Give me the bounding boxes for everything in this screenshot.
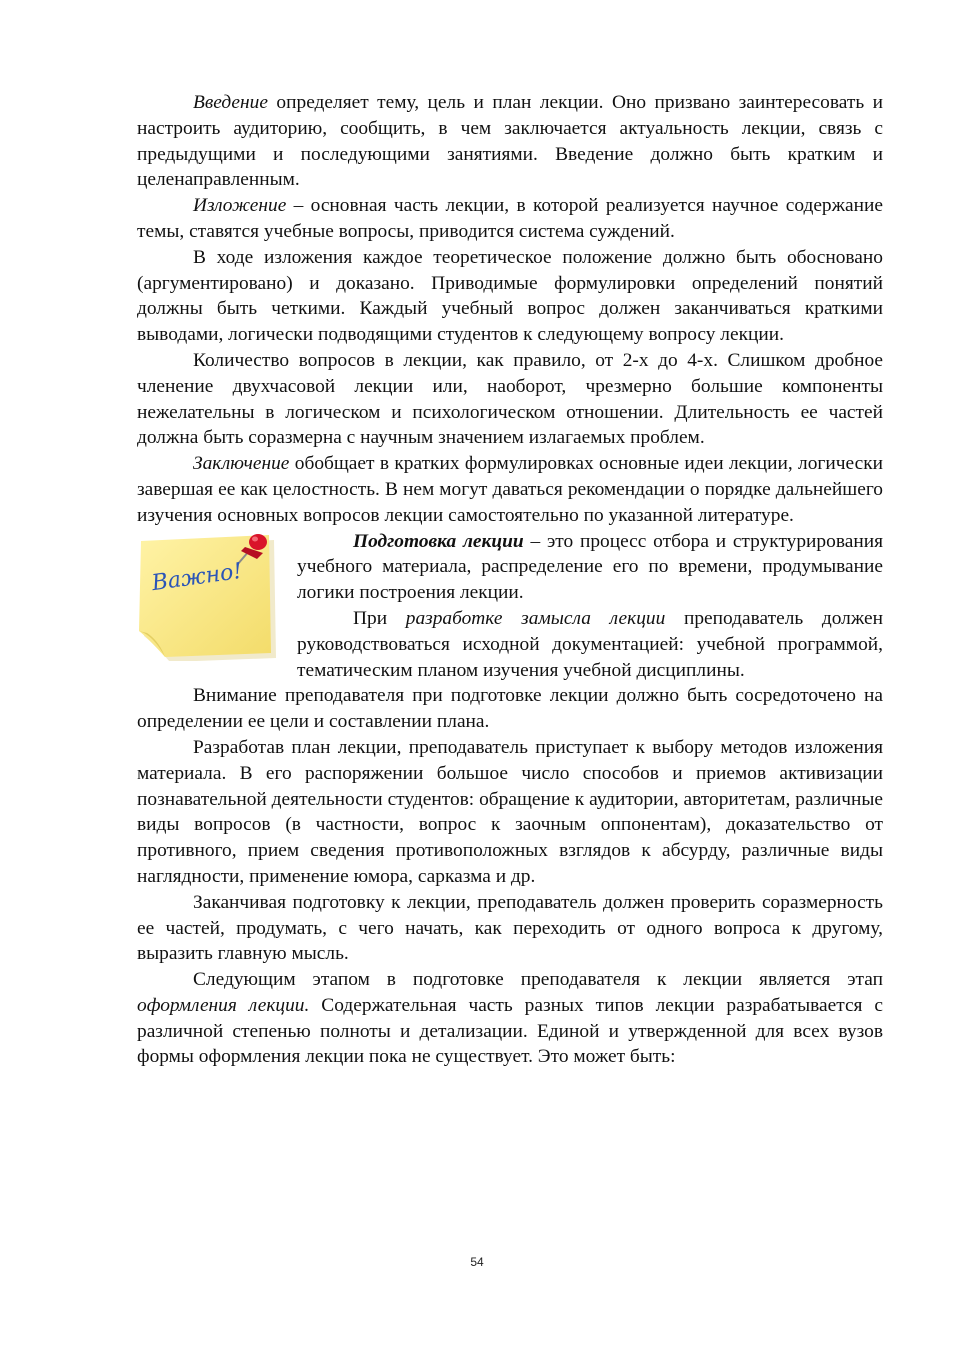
paragraph-question-count: Количество вопросов в лекции, как правило, от 2-х до 4-х. Слишком дробное членение двухчасовой лекции или, наоборот, чрезмерно большие компоненты нежелательны в логическом и психологическом отношении. Длительность ее частей должна быть соразмерна с научным значением излагаемых проблем.: [137, 349, 883, 449]
paragraph-text: – это процесс отбора и структурирования учебного материала, распределение его по времени, продумывание логики построения лекции.: [297, 530, 884, 604]
paragraph-exposition-details: В ходе изложения каждое теоретическое положение должно быть обосновано (аргументировано) и доказано. Приводимые формулировки определений понятий должны быть четкими. Каждый учебный вопрос должен заканчиваться краткими выводами, логически подводящими студентов к следующему вопросу лекции.: [137, 246, 883, 346]
paragraph-text: Содержательная часть разных типов лекции разрабатывается с различной степенью полноты и детализации. Единой и утвержденной для всех вузов формы оформления лекции пока не существует. Это может быть:: [137, 994, 884, 1068]
paragraph-exposition: [137, 193, 883, 245]
paragraph-text: преподаватель должен руководствоваться исходной документацией: учебной программой, тематическим планом изучения учебной дисциплины.: [297, 607, 883, 681]
term-exposition: Изложение: [193, 195, 287, 217]
term-formatting: оформления лекции.: [137, 994, 310, 1016]
paragraph-formatting: [137, 967, 883, 1070]
paragraph-text: При: [353, 607, 406, 629]
paragraph-text: определяет тему, цель и план лекции. Оно призвано заинтересовать и настроить аудиторию, сообщить, в чем заключается актуальность лекции, связь с предыдущими и последующими занятиями. Введение должно быть кратким и целенаправленным.: [137, 92, 883, 191]
term-conclusion: Заключение: [193, 453, 290, 475]
paragraph-finishing: Заканчивая подготовку к лекции, преподаватель должен проверить соразмерность ее частей, продумать, с чего начать, как переходить от одного вопроса к другому, выразить главную мысль.: [137, 891, 883, 965]
document-body: [137, 90, 883, 1070]
paragraph-introduction: [137, 90, 883, 193]
page-number: 54: [470, 1255, 484, 1269]
paragraph-methods: Разработав план лекции, преподаватель приступает к выбору методов изложения материала. В его распоряжении большое число способов и приемов активизации познавательной деятельности студентов: обращение к аудитории, авторитетам, различные виды вопросов (в частности, вопрос к заочным оппонентам), доказательство от противного, прием сведения противоположных взглядов к абсурду, различные виды наглядности, применение юмора, сарказма и др.: [137, 736, 883, 887]
paragraph-teacher-attention: Внимание преподавателя при подготовке лекции должно быть сосредоточено на определении ее цели и составлении плана.: [137, 685, 883, 733]
note-label: Важно!: [150, 558, 244, 596]
term-lecture-concept: разработке замысла лекции: [405, 607, 666, 629]
paragraph-text: обобщает в кратких формулировках основные идеи лекции, логически завершая ее как целостность. В нем могут даваться рекомендации о порядке дальнейшего изучения основных вопросов лекции самостоятельно по указанной литературе.: [137, 453, 883, 526]
paragraph-text: – основная часть лекции, в которой реализуется научное содержание темы, ставятся учебные вопросы, приводится система суждений.: [137, 195, 883, 242]
paragraph-text: Следующим этапом в подготовке преподавателя к лекции является этап: [193, 969, 883, 991]
term-introduction: Введение: [193, 92, 268, 113]
important-note-block: [137, 529, 883, 684]
important-sticky-note: [137, 529, 283, 661]
term-lecture-preparation: Подготовка лекции: [353, 530, 524, 552]
paragraph-conclusion: [137, 451, 883, 528]
